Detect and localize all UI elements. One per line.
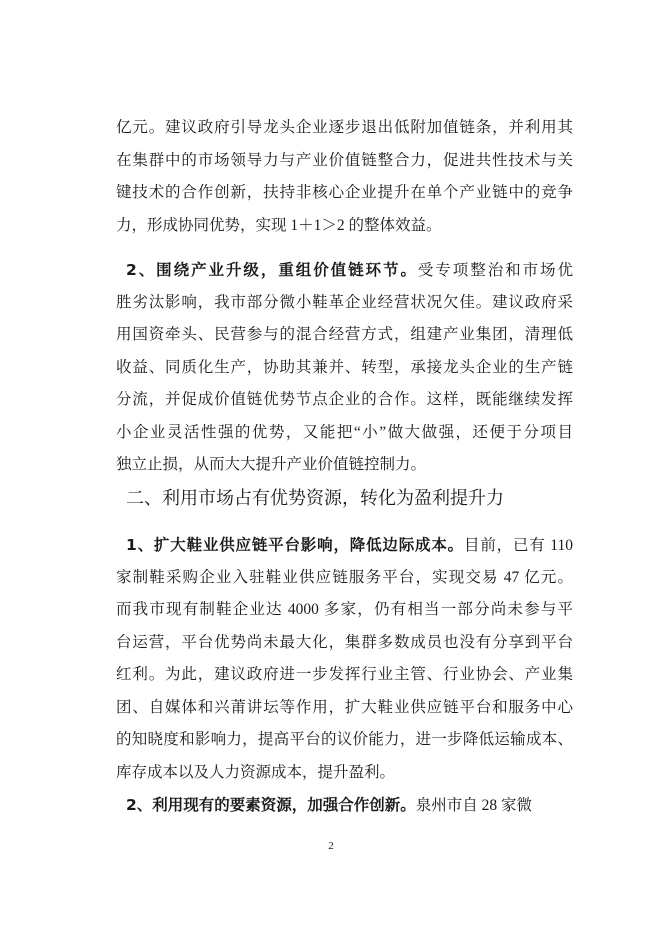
text-line: 团、自媒体和兴莆讲坛等作用，扩大鞋业供应链平台和服务中心 <box>116 698 573 716</box>
text-line <box>116 529 573 562</box>
text-line: 力，形成协同优势，实现 1＋1＞2 的整体效益。 <box>116 216 442 234</box>
text-line: 红利。为此，建议政府进一步发挥行业主管、行业协会、产业集 <box>116 666 573 683</box>
text-line: 而我市现有制鞋企业达 4000 多家，仍有相当一部分尚未参与平 <box>116 601 573 618</box>
text-line: 小企业灵活性强的优势，又能把“小”做大做强，还便于分项目 <box>116 423 573 441</box>
text-line: 胜劣汰影响，我市部分微小鞋革企业经营状况欠佳。建议政府采 <box>116 293 573 311</box>
text-line: 收益、同质化生产，协助其兼并、转型，承接龙头企业的生产链 <box>116 358 573 376</box>
text-line <box>116 789 573 822</box>
text-line: 库存成本以及人力资源成本，提升盈利。 <box>116 763 396 781</box>
text-line: 键技术的合作创新，扶持非核心企业提升在单个产业链中的竞争 <box>116 184 573 201</box>
text-line: 的知晓度和影响力，提高平台的议价能力，进一步降低运输成本、 <box>116 731 573 748</box>
paragraph-lead-heading: 1、扩大鞋业供应链平台影响，降低边际成本。 <box>126 536 465 554</box>
paragraph-cooperative-innovation <box>116 789 573 822</box>
text-line: 用国资牵头、民营参与的混合经营方式，组建产业集团，清理低 <box>116 326 573 343</box>
text-line: 分流，并促成价值链优势节点企业的合作。这样，既能继续发挥 <box>116 391 573 408</box>
text-line: 在集群中的市场领导力与产业价值链整合力，促进共性技术与关 <box>116 151 573 169</box>
text-line <box>116 254 573 287</box>
text-run: 泉州市自 28 家微 <box>415 797 533 814</box>
text-run: 受专项整治和市场优 <box>417 262 573 279</box>
text-run: 目前，已有 110 <box>464 537 573 554</box>
paragraph-industry-upgrade <box>116 254 573 482</box>
section-heading: 二、利用市场占有优势资源，转化为盈利提升力 <box>126 488 504 508</box>
text-line: 家制鞋采购企业入驻鞋业供应链服务平台，实现交易 47 亿元。 <box>116 568 573 586</box>
paragraph-supply-chain-platform <box>116 529 573 789</box>
paragraph-value-chain-integration <box>116 112 573 242</box>
paragraph-lead-heading: 2、围绕产业升级，重组价值链环节。 <box>126 261 418 279</box>
page-number: 2 <box>328 840 334 852</box>
paragraph-lead-heading: 2、利用现有的要素资源，加强合作创新。 <box>126 796 416 814</box>
text-line: 台运营，平台优势尚未最大化，集群多数成员也没有分享到平台 <box>116 633 573 651</box>
text-line: 独立止损，从而大大提升产业价值链控制力。 <box>116 456 427 473</box>
text-line: 亿元。建议政府引导龙头企业逐步退出低附加值链条，并利用其 <box>116 119 573 136</box>
